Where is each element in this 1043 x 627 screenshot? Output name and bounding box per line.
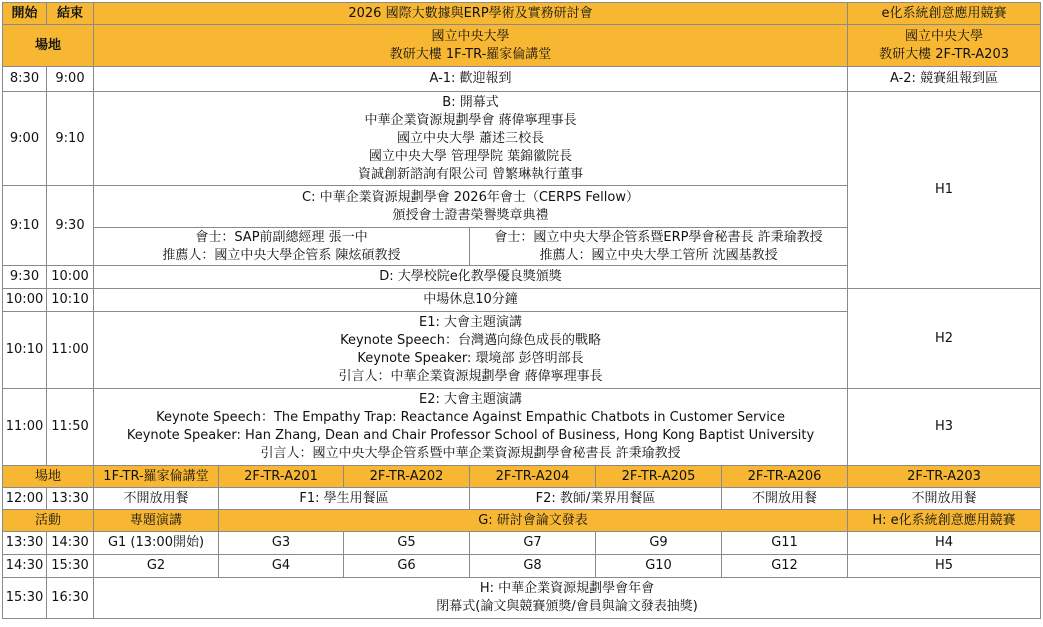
- main-venue: [94, 25, 848, 67]
- start-time: 9:10: [3, 186, 47, 266]
- lunch-cell: 不開放用餐: [94, 488, 219, 510]
- event-line: Keynote Speech：台灣邁向綠色成長的戰略: [340, 333, 601, 348]
- competition-cell: H2: [848, 289, 1041, 389]
- event-line: H: 中華企業資源規劃學會年會: [479, 581, 655, 596]
- venue-label: 場地: [3, 25, 94, 67]
- event-line: 資誠創新諮詢有限公司 曾繁琳執行董事: [357, 166, 584, 182]
- competition-cell: H3: [848, 389, 1041, 466]
- fellow-left-cell: [94, 228, 470, 266]
- event-line: Keynote Speaker: 環境部 彭啓明部長: [357, 351, 584, 366]
- event-cell: D: 大學校院e化教學優良獎頒獎: [94, 266, 848, 289]
- room-cell: 2F-TR-A203: [848, 466, 1041, 488]
- rooms-label: 場地: [3, 466, 94, 488]
- fellow-ceremony-cell: [94, 186, 848, 228]
- main-venue-line: 教研大樓 1F-TR-羅家倫講堂: [389, 46, 552, 62]
- room-cell: 2F-TR-A206: [722, 466, 848, 488]
- room-cell: 2F-TR-A204: [470, 466, 596, 488]
- event-line: 引言人：中華企業資源規劃學會 蔣偉寧理事長: [338, 369, 603, 384]
- session-cell: H4: [848, 532, 1041, 555]
- start-time: 14:30: [3, 555, 47, 578]
- schedule-row: [3, 67, 1041, 92]
- session-row: [3, 532, 1041, 555]
- event-line: Keynote Speech：The Empathy Trap: Reactance Against Empathic Chatbots in Customer Service: [156, 410, 785, 425]
- end-header: 結束: [47, 3, 94, 25]
- event-line: B: 開幕式: [442, 94, 499, 110]
- lunch-cell: 不開放用餐: [722, 488, 848, 510]
- schedule-row: [3, 92, 1041, 186]
- room-cell: 2F-TR-A205: [596, 466, 722, 488]
- lunch-cell: F2: 教師/業界用餐區: [470, 488, 722, 510]
- end-time: 15:30: [47, 555, 94, 578]
- competition-venue: [848, 25, 1041, 67]
- start-time: 10:00: [3, 289, 47, 312]
- schedule-table: [2, 2, 1041, 619]
- competition-title: e化系統創意應用競賽: [848, 3, 1041, 25]
- session-cell: H5: [848, 555, 1041, 578]
- event-line: 國立中央大學 蕭述三校長: [396, 130, 545, 146]
- venue-row: [3, 25, 1041, 67]
- closing-cell: [94, 578, 1041, 619]
- session-cell: G8: [470, 555, 596, 578]
- start-time: 10:10: [3, 312, 47, 389]
- keynote-label: 專題演講: [94, 510, 219, 532]
- event-line: 頒授會士證書榮譽獎章典禮: [392, 207, 549, 223]
- session-cell: G7: [470, 532, 596, 555]
- keynote-e1-cell: [94, 312, 848, 389]
- papers-label: G: 研討會論文發表: [219, 510, 848, 532]
- competition-cell: H1: [848, 92, 1041, 289]
- event-cell: 中場休息10分鐘: [94, 289, 848, 312]
- room-cell: 2F-TR-A202: [344, 466, 470, 488]
- session-cell: G1 (13:00開始): [94, 532, 219, 555]
- event-line: 引言人：國立中央大學企管系暨中華企業資源規劃學會秘書長 許秉瑜教授: [260, 446, 681, 461]
- event-line: 推薦人：國立中央大學工管所 沈國基教授: [539, 247, 778, 263]
- rooms-row: [3, 466, 1041, 488]
- activity-row: [3, 510, 1041, 532]
- start-time: 9:30: [3, 266, 47, 289]
- event-line: 推薦人：國立中央大學企管系 陳炫碩教授: [162, 247, 401, 263]
- event-line: 會士：國立中央大學企管系暨ERP學會秘書長 許秉瑜教授: [494, 229, 823, 245]
- schedule-row: [3, 389, 1041, 466]
- event-line: Keynote Speaker: Han Zhang, Dean and Chair Professor School of Business, Hong Kong Baptist University: [126, 428, 815, 443]
- start-header: 開始: [3, 3, 47, 25]
- fellow-right-cell: [470, 228, 848, 266]
- competition-label: H: e化系統創意應用競賽: [848, 510, 1041, 532]
- lunch-cell: 不開放用餐: [848, 488, 1041, 510]
- conference-title: 2026 國際大數據與ERP學術及實務研討會: [94, 3, 848, 25]
- event-line: 中華企業資源規劃學會 蔣偉寧理事長: [364, 112, 577, 128]
- opening-ceremony-cell: [94, 92, 848, 186]
- activity-label: 活動: [3, 510, 94, 532]
- session-row: [3, 555, 1041, 578]
- start-time: 12:00: [3, 488, 47, 510]
- session-cell: G11: [722, 532, 848, 555]
- start-time: 11:00: [3, 389, 47, 466]
- end-time: 9:30: [47, 186, 94, 266]
- start-time: 8:30: [3, 67, 47, 92]
- end-time: 9:00: [47, 67, 94, 92]
- session-cell: G12: [722, 555, 848, 578]
- event-line: 會士：SAP前副總經理 張一中: [195, 229, 368, 245]
- main-venue-line: 國立中央大學: [431, 28, 510, 44]
- session-cell: G9: [596, 532, 722, 555]
- event-line: C: 中華企業資源規劃學會 2026年會士（CERPS Fellow）: [302, 189, 639, 205]
- room-cell: 1F-TR-羅家倫講堂: [94, 466, 219, 488]
- keynote-e2-cell: [94, 389, 848, 466]
- end-time: 14:30: [47, 532, 94, 555]
- session-cell: G6: [344, 555, 470, 578]
- event-line: E2: 大會主題演講: [419, 392, 523, 407]
- event-line: 閉幕式(論文與競賽頒獎/會員與論文發表抽獎): [436, 599, 698, 614]
- end-time: 9:10: [47, 92, 94, 186]
- start-time: 9:00: [3, 92, 47, 186]
- end-time: 10:00: [47, 266, 94, 289]
- end-time: 10:10: [47, 289, 94, 312]
- end-time: 11:50: [47, 389, 94, 466]
- closing-row: [3, 578, 1041, 619]
- schedule-row: [3, 289, 1041, 312]
- lunch-row: [3, 488, 1041, 510]
- end-time: 16:30: [47, 578, 94, 619]
- room-cell: 2F-TR-A201: [219, 466, 344, 488]
- end-time: 13:30: [47, 488, 94, 510]
- event-line: E1: 大會主題演講: [419, 315, 523, 330]
- session-cell: G2: [94, 555, 219, 578]
- header-row: [3, 3, 1041, 25]
- start-time: 13:30: [3, 532, 47, 555]
- start-time: 15:30: [3, 578, 47, 619]
- end-time: 11:00: [47, 312, 94, 389]
- comp-venue-line: 國立中央大學: [905, 28, 984, 44]
- session-cell: G10: [596, 555, 722, 578]
- session-cell: G4: [219, 555, 344, 578]
- session-cell: G5: [344, 532, 470, 555]
- competition-cell: A-2: 競賽組報到區: [848, 67, 1041, 92]
- comp-venue-line: 教研大樓 2F-TR-A203: [879, 46, 1009, 62]
- event-cell: A-1: 歡迎報到: [94, 67, 848, 92]
- session-cell: G3: [219, 532, 344, 555]
- lunch-cell: F1: 學生用餐區: [219, 488, 470, 510]
- event-line: 國立中央大學 管理學院 葉錦徽院長: [368, 148, 573, 164]
